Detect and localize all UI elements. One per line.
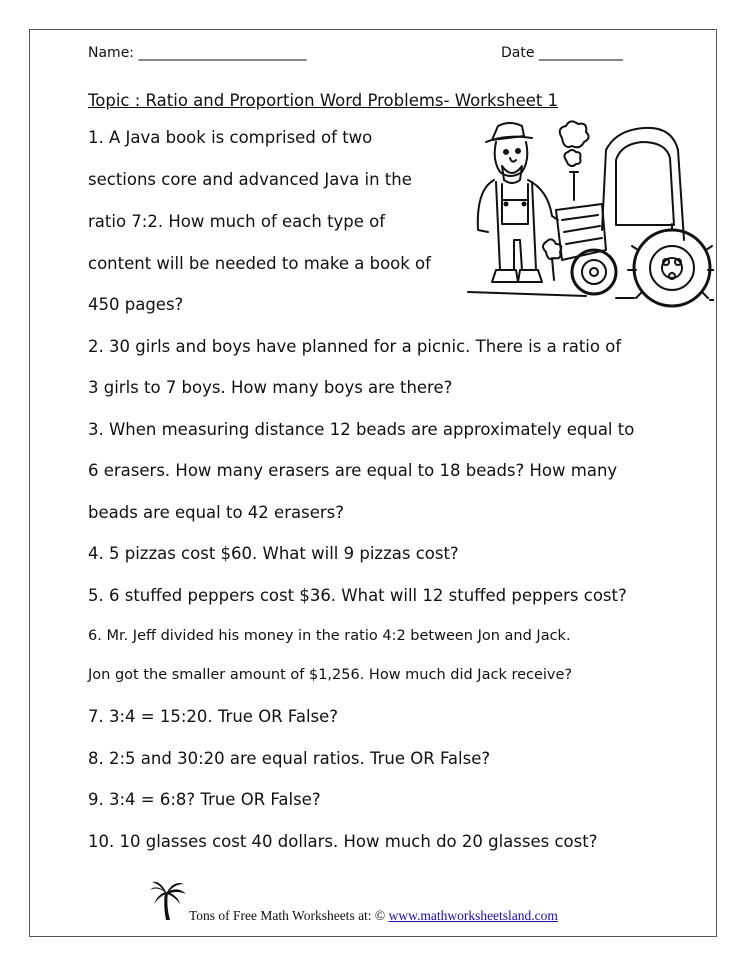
- question-1-line-2: sections core and advanced Java in the: [88, 170, 412, 189]
- question-1-line-3: ratio 7:2. How much of each type of: [88, 212, 386, 231]
- question-8: 8. 2:5 and 30:20 are equal ratios. True OR False?: [88, 749, 491, 768]
- question-3-line-3: beads are equal to 42 erasers?: [88, 503, 344, 522]
- palm-tree-icon: [150, 880, 186, 920]
- question-3-line-1: 3. When measuring distance 12 beads are approximately equal to: [88, 420, 635, 439]
- question-7: 7. 3:4 = 15:20. True OR False?: [88, 707, 339, 726]
- question-6-line-2: Jon got the smaller amount of $1,256. How much did Jack receive?: [88, 667, 573, 683]
- question-1-line-1: 1. A Java book is comprised of two: [88, 128, 373, 147]
- name-field-label: Name: ________________________: [88, 45, 307, 61]
- question-2-line-2: 3 girls to 7 boys. How many boys are there?: [88, 378, 453, 397]
- question-2-line-1: 2. 30 girls and boys have planned for a picnic. There is a ratio of: [88, 337, 622, 356]
- footer-text: Tons of Free Math Worksheets at: ©: [189, 908, 389, 923]
- question-5: 5. 6 stuffed peppers cost $36. What will 12 stuffed peppers cost?: [88, 586, 627, 605]
- question-9: 9. 3:4 = 6:8? True OR False?: [88, 790, 321, 809]
- question-1-line-4: content will be needed to make a book of: [88, 254, 431, 273]
- question-6-line-1: 6. Mr. Jeff divided his money in the ratio 4:2 between Jon and Jack.: [88, 628, 571, 644]
- worksheet-topic: Topic : Ratio and Proportion Word Problems- Worksheet 1: [88, 91, 559, 110]
- question-4: 4. 5 pizzas cost $60. What will 9 pizzas cost?: [88, 544, 459, 563]
- farmer-tractor-icon: [466, 120, 714, 310]
- question-3-line-2: 6 erasers. How many erasers are equal to 18 beads? How many: [88, 461, 618, 480]
- footer: [189, 908, 558, 924]
- question-10: 10. 10 glasses cost 40 dollars. How much do 20 glasses cost?: [88, 832, 598, 851]
- question-1-line-5: 450 pages?: [88, 295, 184, 314]
- footer-website-link[interactable]: www.mathworksheetsland.com: [388, 908, 558, 923]
- date-field-label: Date ____________: [501, 45, 623, 61]
